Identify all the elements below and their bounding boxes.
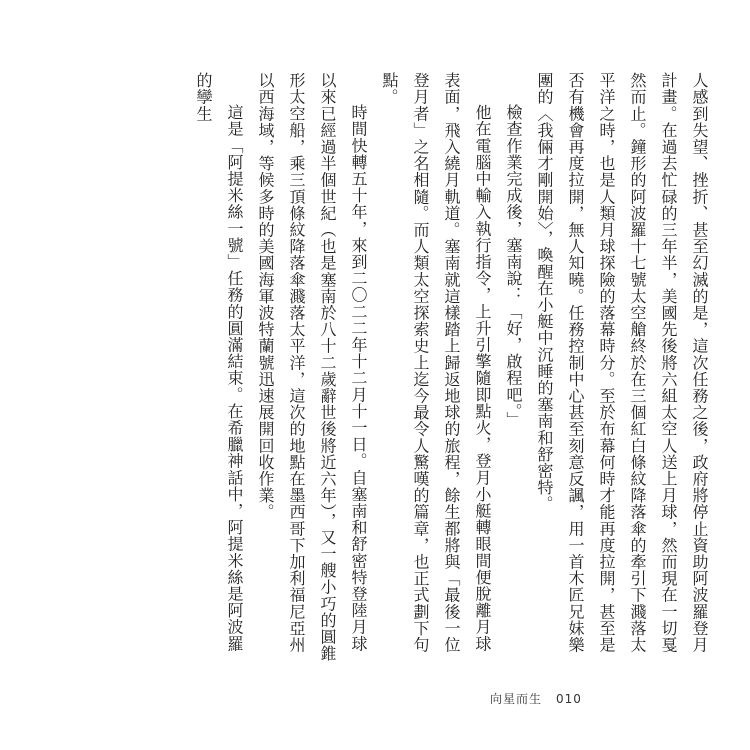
vertical-text-block <box>175 72 715 662</box>
page-number: 010 <box>556 692 582 706</box>
paragraph-4: 時間快轉五十年，來到二〇二二年十二月十一日。自塞南和舒密特登陸月球以來已經過半個世紀（也是塞南於八十二歲辭世後將近六年），又一艘小巧的圓錐形太空船，乘三頂條紋降落傘濺落太平洋，這次的地點在墨西哥下加利福尼亞州以西海域，等候多時的美國海軍波特蘭號迅速展開回收作業。 <box>256 72 368 662</box>
paragraph-3: 他在電腦中輸入執行指令，上升引擎隨即點火，登月小艇轉眼間便脫離月球表面，飛入繞月軌道。塞南就這樣踏上歸返地球的旅程，餘生都將與「最後一位登月者」之名相隨。而人類太空探索史上迄今最令人驚嘆的篇章，也正式劃下句點。 <box>380 72 492 653</box>
page-footer <box>490 690 582 707</box>
paragraph-2: 檢查作業完成後，塞南說：「好，啟程吧。」 <box>504 104 523 428</box>
running-title: 向星而生 <box>490 692 543 706</box>
paragraph-5: 這是「阿提米絲一號」任務的圓滿結束。在希臘神話中，阿提米絲是阿波羅的孿生 <box>194 72 244 652</box>
paragraph-1: 人感到失望、挫折、甚至幻滅的是，這次任務之後，政府將停止資助阿波羅登月計畫。在過去忙碌的三年半，美國先後將六組太空人送上月球，然而現在一切戛然而止。鐘形的阿波羅十七號太空艙終於在三個紅白條紋降落傘的牽引下濺落太平洋之時，也是人類月球探險的落幕時分。至於布幕何時才能再度拉開，甚至是否有機會再度拉開，無人知曉。任務控制中心甚至刻意反諷，用一首木匠兄妹樂團的〈我倆才剛開始〉，喚醒在小艇中沉睡的塞南和舒密特。 <box>535 72 709 653</box>
